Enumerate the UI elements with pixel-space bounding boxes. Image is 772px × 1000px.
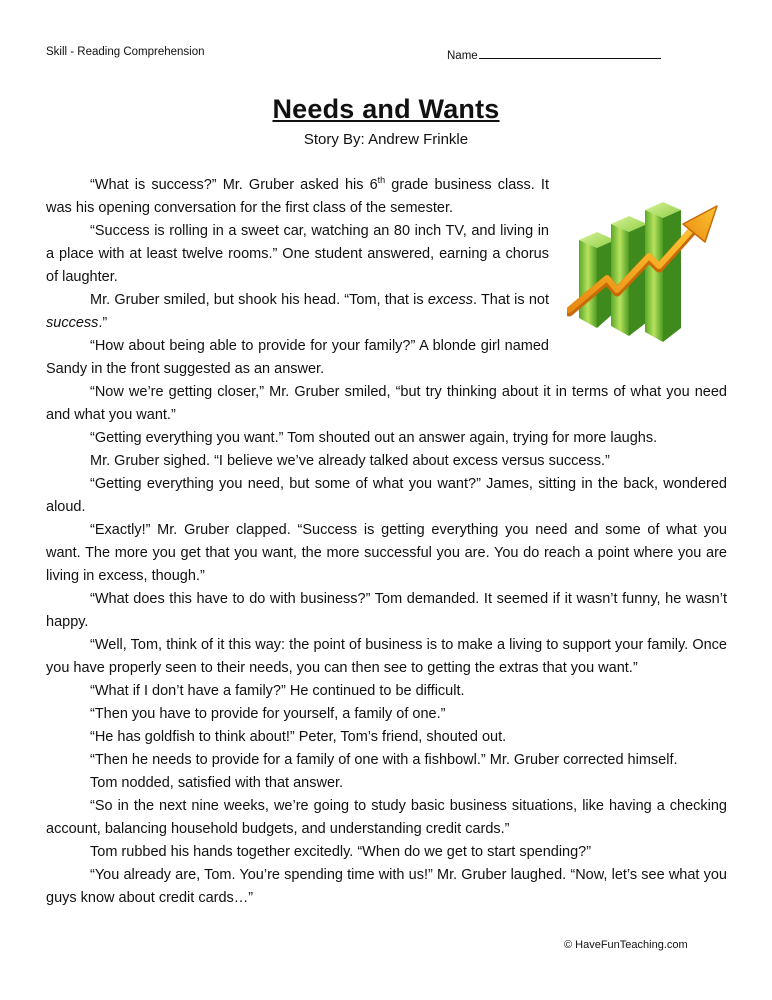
chart-bar xyxy=(645,202,681,342)
skill-label: Skill - Reading Comprehension xyxy=(46,46,205,58)
story-paragraph: “You already are, Tom. You’re spending time with us!” Mr. Gruber laughed. “Now, let’s see what you guys know about credit cards…” xyxy=(46,867,727,906)
story-paragraph: “Getting everything you need, but some of what you want?” James, sitting in the back, wondered aloud. xyxy=(46,476,727,515)
story-paragraph: “What is success?” Mr. Gruber asked his 6th grade business class. It was his opening conversation for the first class of the semester. xyxy=(46,175,549,216)
story-paragraph: “What does this have to do with business?” Tom demanded. It seemed if it wasn’t funny, he wasn’t happy. xyxy=(46,591,727,630)
story-paragraph: “Getting everything you want.” Tom shouted out an answer again, trying for more laughs. xyxy=(90,430,658,446)
page-title: Needs and Wants xyxy=(272,94,500,124)
story-paragraph: “Success is rolling in a sweet car, watching an 80 inch TV, and living in a place with at least twelve rooms.” One student answered, earning a chorus of laughter. xyxy=(46,223,549,285)
story-paragraph: “How about being able to provide for your family?” A blonde girl named Sandy in the front suggested as an answer. xyxy=(46,338,549,377)
story-paragraph: Mr. Gruber sighed. “I believe we’ve already talked about excess versus success.” xyxy=(90,453,610,469)
story-paragraph: “What if I don’t have a family?” He continued to be difficult. xyxy=(90,683,465,699)
story-paragraph: Mr. Gruber smiled, but shook his head. “Tom, that is excess. That is not success.” xyxy=(46,292,549,331)
name-underline xyxy=(479,46,661,59)
copyright-footer: © HaveFunTeaching.com xyxy=(564,939,688,951)
story-paragraph: “He has goldfish to think about!” Peter, Tom’s friend, shouted out. xyxy=(90,729,507,745)
story-paragraph: Tom nodded, satisfied with that answer. xyxy=(90,775,344,791)
story-byline: Story By: Andrew Frinkle xyxy=(303,131,469,148)
name-label: Name xyxy=(447,50,478,62)
name-field xyxy=(447,46,661,62)
story-paragraph: “Exactly!” Mr. Gruber clapped. “Success is getting everything you need and some of what you want. The more you get that you want, the more successful you are. You do reach a point where you are living in excess, though.” xyxy=(46,522,727,584)
story-paragraph: “Then he needs to provide for a family of one with a fishbowl.” Mr. Gruber corrected himself. xyxy=(90,752,678,768)
growth-chart-icon xyxy=(567,188,727,344)
story-paragraph: “So in the next nine weeks, we’re going to study basic business situations, like having a checking account, balancing household budgets, and understanding credit cards.” xyxy=(46,798,727,837)
story-paragraph: “Well, Tom, think of it this way: the point of business is to make a living to support your family. Once you have properly seen to their needs, you can then see to getting the extras that you want.” xyxy=(46,637,727,676)
story-paragraph: “Then you have to provide for yourself, a family of one.” xyxy=(90,706,446,722)
story-body xyxy=(46,174,727,910)
story-paragraph: Tom rubbed his hands together excitedly. “When do we get to start spending?” xyxy=(90,844,592,860)
story-paragraph: “Now we’re getting closer,” Mr. Gruber smiled, “but try thinking about it in terms of what you need and what you want.” xyxy=(46,384,727,423)
